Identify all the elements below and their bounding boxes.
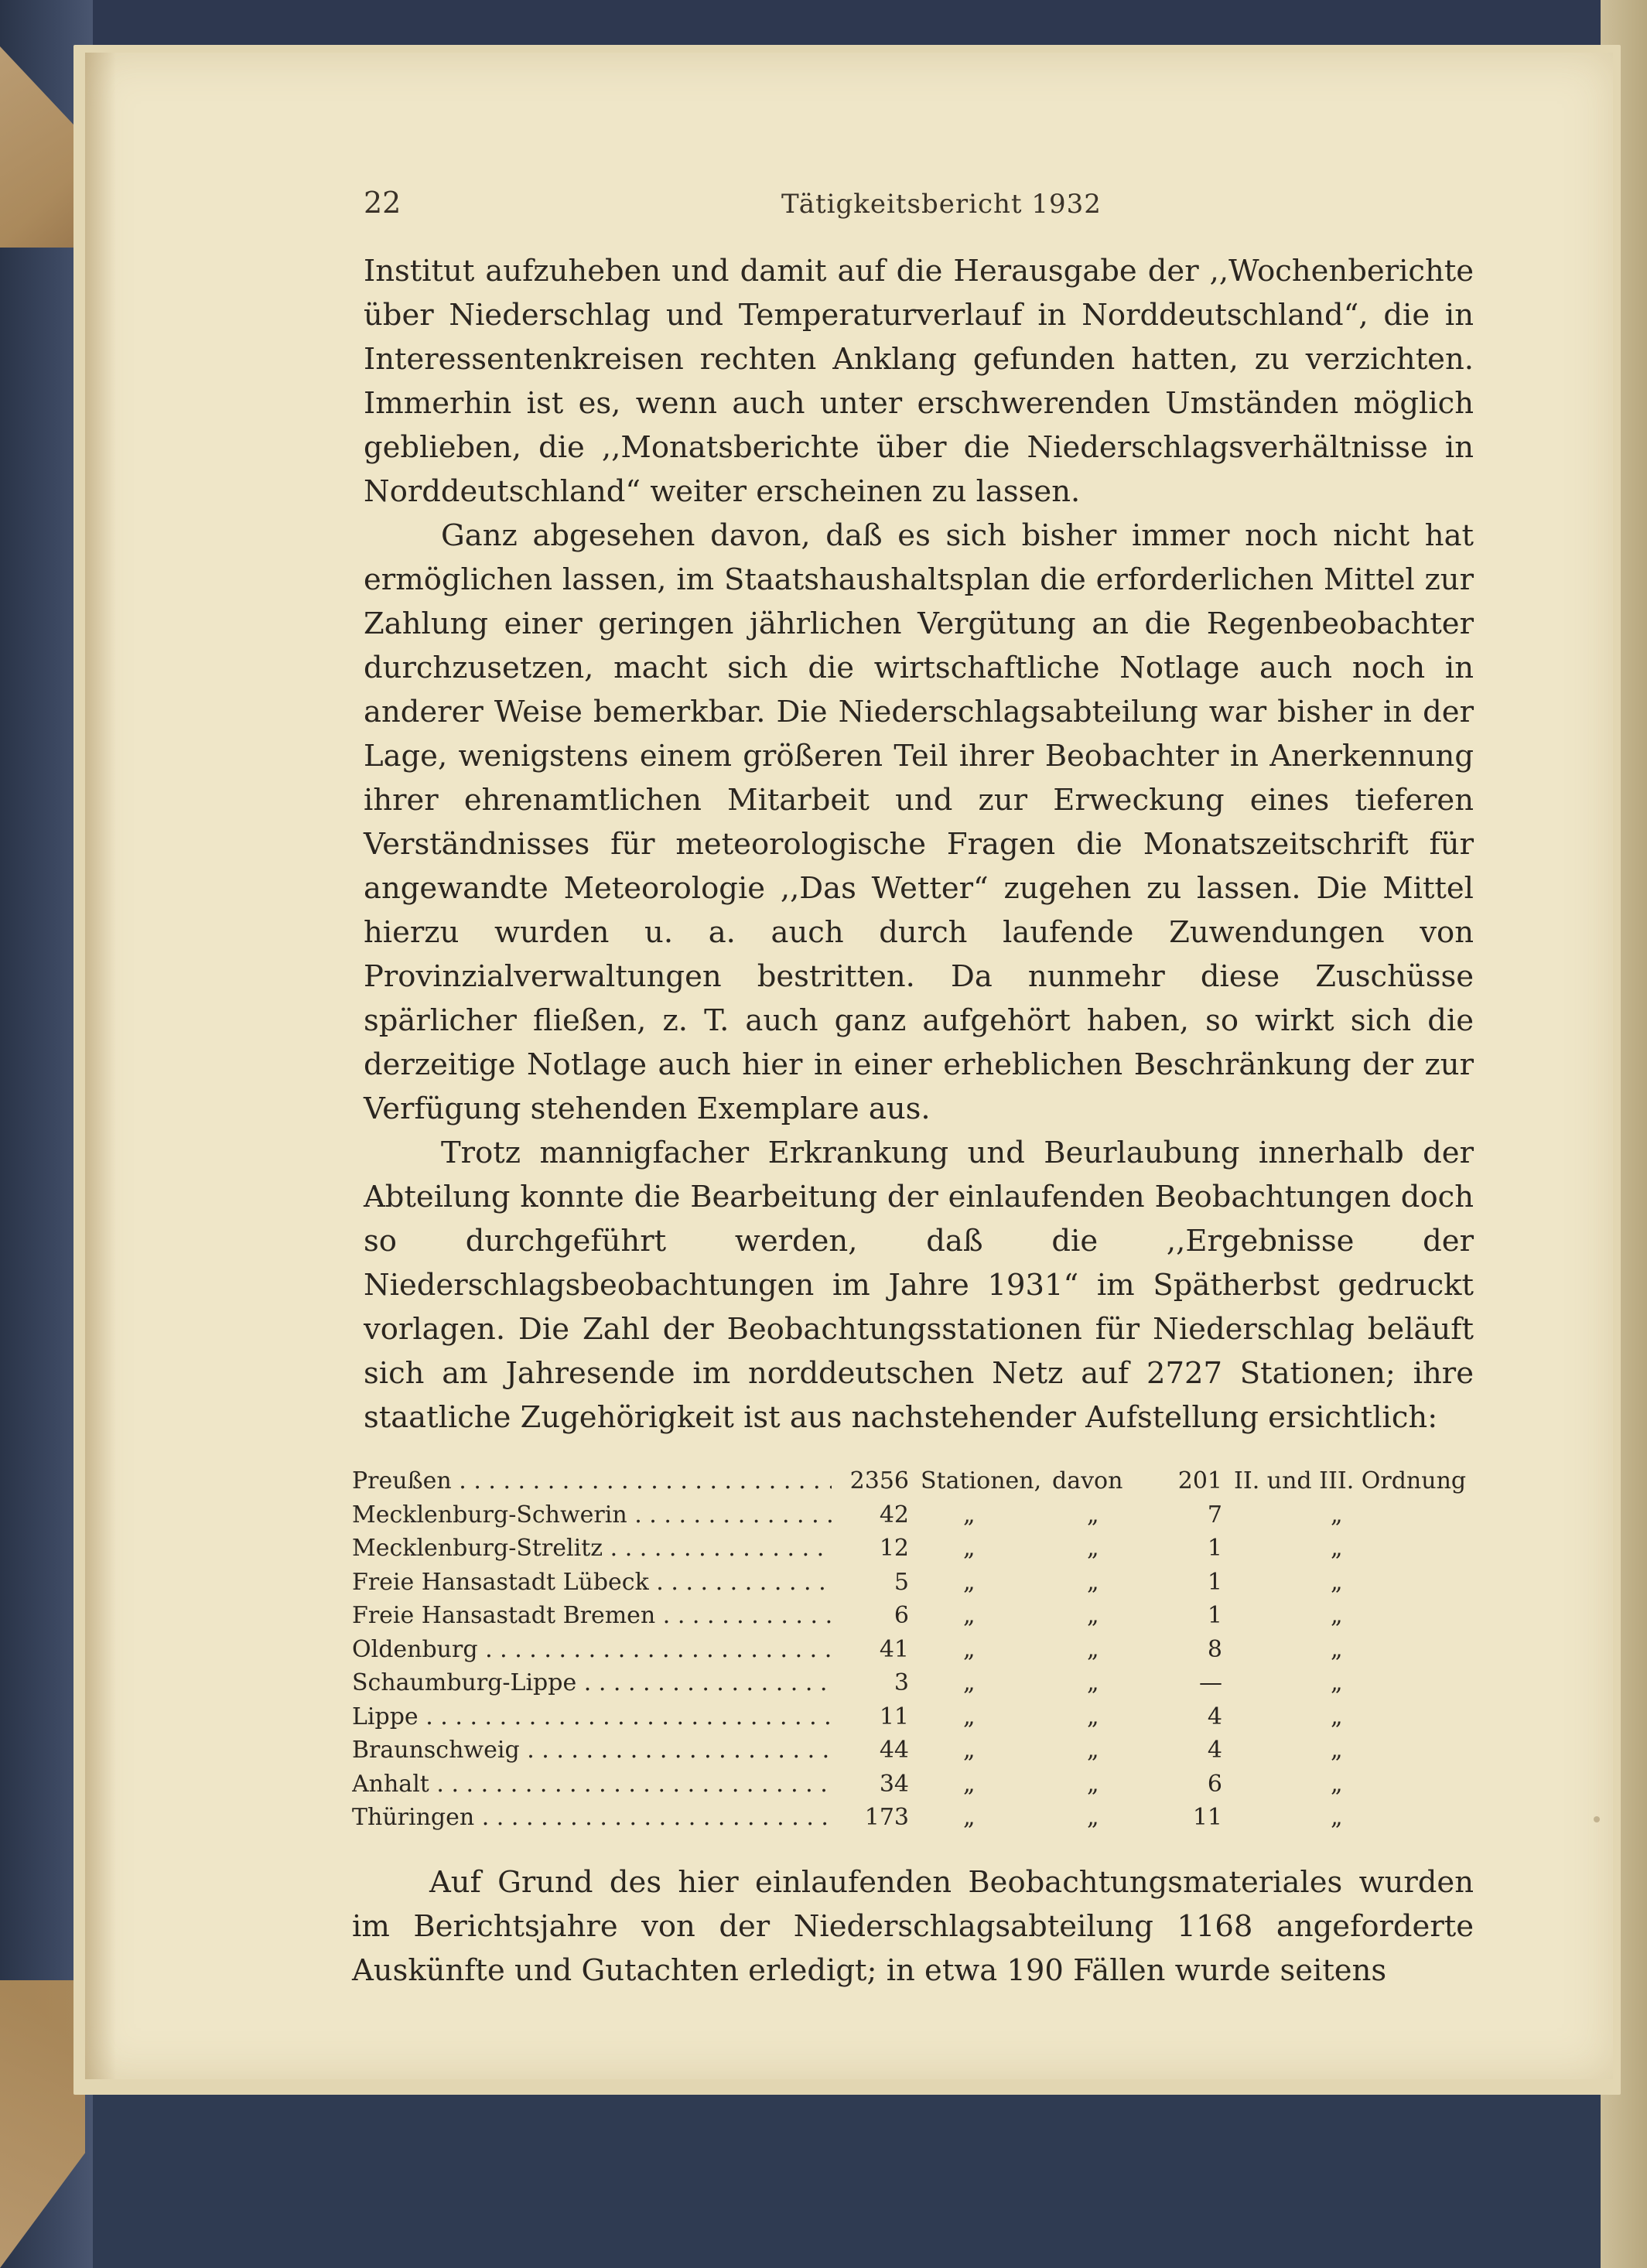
ditto-mark: „ <box>963 1602 976 1629</box>
stations-label: Stationen, <box>921 1467 1042 1494</box>
body-text <box>364 249 1474 1440</box>
table-row <box>352 1599 1481 1633</box>
station-table <box>352 1464 1481 1835</box>
table-row <box>352 1566 1481 1600</box>
station-count: 44 <box>879 1737 909 1764</box>
ditto-mark: „ <box>963 1669 976 1696</box>
state-name: Freie Hansastadt Lübeck . . . <box>352 1566 832 1600</box>
ditto-mark: „ <box>963 1804 976 1831</box>
ditto-mark: „ <box>963 1535 976 1562</box>
ditto-mark: „ <box>1087 1669 1099 1696</box>
order-count: 1 <box>1207 1535 1222 1562</box>
state-name: Lippe . . . <box>352 1700 832 1734</box>
ditto-mark: „ <box>1087 1804 1099 1831</box>
page-number: 22 <box>364 186 401 220</box>
table-row <box>352 1464 1481 1498</box>
ditto-mark: „ <box>1087 1501 1099 1529</box>
station-count: 11 <box>879 1703 909 1730</box>
ditto-mark: „ <box>1087 1535 1099 1562</box>
running-title: Tätigkeitsbericht 1932 <box>781 189 1102 220</box>
paragraph-2: Ganz abgesehen davon, daß es sich bisher immer noch nicht hat ermöglichen lassen, im Staatshaushaltsplan die erforderlichen Mittel zur Zahlung einer geringen jährlichen Vergütung an die Regenbeobachter durchzusetzen, macht sich die wirtschaftliche Notlage auch noch in anderer Weise bemerkbar. Die Niederschlagsabteilung war bisher in der Lage, wenigstens einem größeren Teil ihrer Beobachter in Anerkennung ihrer ehrenamtlichen Mitarbeit und zur Erweckung eines tieferen Verständnisses für meteorologische Fragen die Monatszeitschrift für angewandte Meteorologie ,,Das Wetter“ zugehen zu lassen. Die Mittel hierzu wurden u. a. auch durch laufende Zuwendungen von Provinzialverwaltungen bestritten. Da nunmehr diese Zuschüsse spärlicher fließen, z. T. auch ganz aufgehört haben, so wirkt sich die derzeitige Notlage auch hier in einer erheblichen Beschränkung der zur Verfügung stehenden Exemplare aus. <box>364 518 1474 1126</box>
ditto-mark: „ <box>1331 1635 1343 1663</box>
ditto-mark: „ <box>1331 1737 1343 1764</box>
page-header <box>364 186 1478 232</box>
ditto-mark: „ <box>963 1501 976 1529</box>
ditto-mark: „ <box>1331 1804 1343 1831</box>
order-count: 7 <box>1207 1501 1222 1529</box>
station-count: 42 <box>879 1501 909 1529</box>
state-name: Mecklenburg-Strelitz . . . <box>352 1532 832 1566</box>
station-count: 41 <box>879 1635 909 1663</box>
order-count: — <box>1199 1669 1222 1696</box>
ditto-mark: „ <box>963 1635 976 1663</box>
ditto-mark: „ <box>1331 1535 1343 1562</box>
table-row <box>352 1801 1481 1835</box>
table-row <box>352 1666 1481 1700</box>
state-name: Thüringen . . . <box>352 1801 832 1835</box>
order-count: 1 <box>1207 1602 1222 1629</box>
ditto-mark: „ <box>1087 1770 1099 1798</box>
ditto-mark: „ <box>1087 1737 1099 1764</box>
paragraph-4: Auf Grund des hier einlaufenden Beobachtungsmateriales wurden im Berichtsjahre von der Niederschlagsabteilung 1168 angeforderte Auskünfte und Gutachten erledigt; in etwa 190 Fällen wurde seitens <box>352 1865 1474 1988</box>
ditto-mark: „ <box>1087 1568 1099 1596</box>
order-count: 11 <box>1192 1804 1222 1831</box>
state-name: Braunschweig . . . <box>352 1733 832 1768</box>
table-row <box>352 1768 1481 1802</box>
ditto-mark: „ <box>1331 1602 1343 1629</box>
station-count: 6 <box>894 1602 909 1629</box>
paragraph-3: Trotz mannigfacher Erkrankung und Beurlaubung innerhalb der Abteilung konnte die Bearbeitung der einlaufenden Beobachtungen doch so durchgeführt werden, daß die ,,Ergebnisse der Niederschlagsbeobachtungen im Jahre 1931“ im Spätherbst gedruckt vorlagen. Die Zahl der Beobachtungsstationen für Niederschlag beläuft sich am Jahresende im norddeutschen Netz auf 2727 Stationen; ihre staatliche Zugehörigkeit ist aus nachstehender Aufstellung ersichtlich: <box>364 1136 1474 1435</box>
ditto-mark: „ <box>1331 1501 1343 1529</box>
order-count: 4 <box>1207 1737 1222 1764</box>
order-count: 201 <box>1177 1467 1222 1494</box>
ditto-mark: „ <box>1331 1669 1343 1696</box>
state-name: Preußen . . . <box>352 1464 832 1498</box>
ditto-mark: „ <box>963 1737 976 1764</box>
davon-label: davon <box>1052 1467 1123 1494</box>
order-count: 6 <box>1207 1770 1222 1798</box>
table-row <box>352 1633 1481 1667</box>
ditto-mark: „ <box>1331 1703 1343 1730</box>
state-name: Oldenburg . . . <box>352 1633 832 1667</box>
state-name: Freie Hansastadt Bremen . . . <box>352 1599 832 1633</box>
ditto-mark: „ <box>1331 1568 1343 1596</box>
station-count: 34 <box>879 1770 909 1798</box>
state-name: Schaumburg-Lippe . . . <box>352 1666 832 1700</box>
paper-spot <box>1594 1816 1600 1822</box>
table-row <box>352 1498 1481 1532</box>
station-count: 2356 <box>849 1467 909 1494</box>
order-count: 4 <box>1207 1703 1222 1730</box>
table-row <box>352 1733 1481 1768</box>
station-count: 12 <box>879 1535 909 1562</box>
table-row <box>352 1532 1481 1566</box>
ditto-mark: „ <box>1087 1635 1099 1663</box>
table-row <box>352 1700 1481 1734</box>
ditto-mark: „ <box>963 1770 976 1798</box>
ditto-mark: „ <box>1087 1703 1099 1730</box>
state-name: Anhalt . . . <box>352 1768 832 1802</box>
order-count: 1 <box>1207 1568 1222 1596</box>
station-count: 3 <box>894 1669 909 1696</box>
order-label: II. und III. Ordnung <box>1234 1467 1467 1494</box>
paragraph-1: Institut aufzuheben und damit auf die Herausgabe der ,,Wochenberichte über Niederschlag und Temperaturverlauf in Norddeutschland“, die in Interessentenkreisen rechten Anklang gefunden hatten, zu verzichten. Immerhin ist es, wenn auch unter erschwerenden Umständen möglich geblieben, die ,,Monatsberichte über die Niederschlagsverhältnisse in Norddeutschland“ weiter erscheinen zu lassen. <box>364 254 1474 509</box>
ditto-mark: „ <box>963 1703 976 1730</box>
ditto-mark: „ <box>1331 1770 1343 1798</box>
ditto-mark: „ <box>963 1568 976 1596</box>
station-count: 5 <box>894 1568 909 1596</box>
state-name: Mecklenburg-Schwerin . . . <box>352 1498 832 1532</box>
station-count: 173 <box>864 1804 909 1831</box>
order-count: 8 <box>1207 1635 1222 1663</box>
ditto-mark: „ <box>1087 1602 1099 1629</box>
